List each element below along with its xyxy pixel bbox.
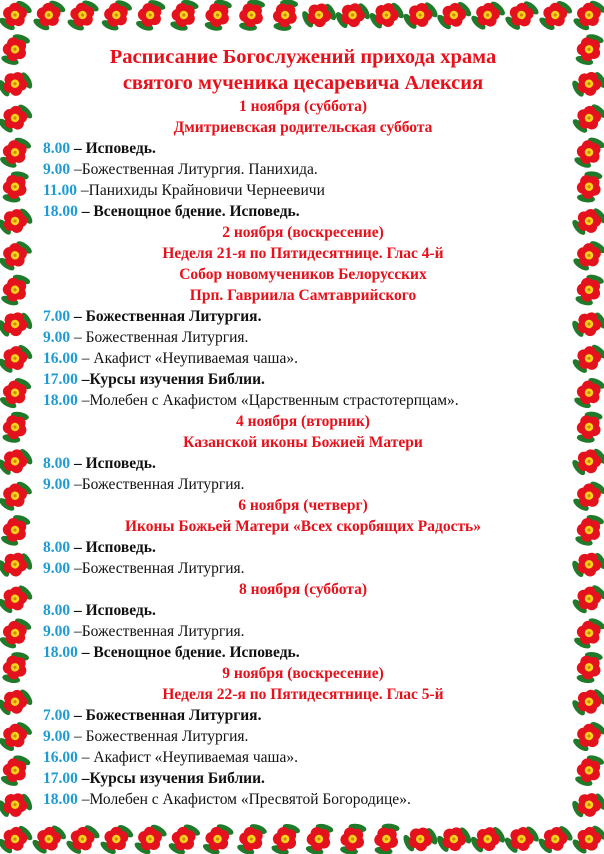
service-item <box>43 558 563 579</box>
service-item <box>43 453 563 474</box>
service-time: 9.00 <box>43 476 71 493</box>
service-description: – Исповедь. <box>70 140 156 157</box>
red-flower-icon <box>569 580 604 619</box>
red-flower-icon <box>0 164 39 210</box>
day-section <box>43 663 563 810</box>
red-flower-icon <box>96 0 138 35</box>
service-item <box>43 369 563 390</box>
red-flower-icon <box>465 817 511 854</box>
red-flower-icon <box>433 0 476 36</box>
service-time: 8.00 <box>43 539 71 556</box>
red-flower-icon <box>571 239 604 274</box>
day-date-heading: 1 ноября (суббота) <box>239 98 367 115</box>
service-item <box>43 306 563 327</box>
red-flower-icon <box>0 28 38 71</box>
service-description: – Акафист «Неупиваемая чаша». <box>77 749 298 766</box>
red-flower-icon <box>396 816 444 854</box>
service-time: 9.00 <box>43 623 71 640</box>
red-flower-icon <box>0 680 38 724</box>
red-flower-icon <box>228 0 275 38</box>
red-flower-icon <box>63 0 103 35</box>
red-flower-icon <box>566 645 604 691</box>
red-flower-icon <box>262 0 310 39</box>
red-flower-icon <box>569 374 604 413</box>
red-flower-icon <box>567 509 604 552</box>
service-time: 17.00 <box>43 371 78 388</box>
red-flower-icon <box>0 645 39 690</box>
red-flower-icon <box>567 28 604 72</box>
red-flower-icon <box>567 440 604 483</box>
service-description: – Всенощное бдение. Исповедь. <box>77 203 300 220</box>
red-flower-icon <box>571 479 604 513</box>
day-date-heading: 9 ноября (воскресение) <box>222 665 384 682</box>
service-description: –Божественная Литургия. Панихида. <box>70 161 318 178</box>
red-flower-icon <box>566 404 604 450</box>
red-flower-icon <box>398 0 442 37</box>
service-time: 18.00 <box>43 392 78 409</box>
red-flower-icon <box>30 0 68 34</box>
red-flower-icon <box>230 819 273 854</box>
red-flower-icon <box>0 479 34 514</box>
service-description: –Курсы изучения Библии. <box>77 770 265 787</box>
red-flower-icon <box>129 0 173 36</box>
red-flower-icon <box>295 0 343 39</box>
day-date-heading: 2 ноября (воскресение) <box>222 224 384 241</box>
red-flower-icon <box>0 269 38 312</box>
red-flower-icon <box>0 579 36 619</box>
red-flower-icon <box>0 239 34 274</box>
service-description: – Всенощное бдение. Исповедь. <box>77 644 300 661</box>
feast-heading: Казанской иконы Божией Матери <box>183 434 423 451</box>
red-flower-icon <box>197 820 239 854</box>
service-description: – Исповедь. <box>70 539 156 556</box>
service-time: 18.00 <box>43 644 78 661</box>
service-description: – Исповедь. <box>70 602 156 619</box>
red-flower-icon <box>499 818 544 854</box>
red-flower-icon <box>0 61 39 107</box>
red-flower-icon <box>569 614 604 653</box>
red-flower-icon <box>29 820 70 854</box>
day-section <box>43 579 563 663</box>
red-flower-icon <box>569 820 604 854</box>
red-flower-icon <box>569 133 604 173</box>
red-flower-icon <box>162 0 207 37</box>
red-flower-icon <box>0 440 38 484</box>
red-flower-icon <box>431 817 478 854</box>
service-time: 8.00 <box>43 140 71 157</box>
red-flower-icon <box>364 0 410 38</box>
red-flower-icon <box>567 268 604 311</box>
service-description: –Курсы изучения Библии. <box>77 371 265 388</box>
service-item <box>43 768 563 789</box>
red-flower-icon <box>537 0 574 33</box>
service-item <box>43 180 563 201</box>
day-section <box>43 96 563 222</box>
day-section <box>43 495 563 579</box>
red-flower-icon <box>363 816 411 854</box>
service-time: 11.00 <box>43 182 78 199</box>
service-time: 7.00 <box>43 308 71 325</box>
service-description: – Божественная Литургия. <box>70 707 262 724</box>
red-flower-icon <box>571 0 604 33</box>
service-item <box>43 621 563 642</box>
red-flower-icon <box>0 750 37 792</box>
service-time: 9.00 <box>43 728 71 745</box>
red-flower-icon <box>132 822 170 854</box>
red-flower-icon <box>0 200 38 243</box>
title-line-2: святого мученика цесаревича Алексия <box>122 72 484 94</box>
service-description: – Исповедь. <box>70 455 156 472</box>
service-item <box>43 159 563 180</box>
red-flower-icon <box>567 681 604 724</box>
red-flower-icon <box>0 374 36 412</box>
red-flower-icon <box>0 782 39 829</box>
document-title <box>43 44 563 96</box>
red-flower-icon <box>567 200 604 243</box>
service-time: 9.00 <box>43 560 71 577</box>
service-item <box>43 642 563 663</box>
red-flower-icon <box>0 819 37 854</box>
service-time: 8.00 <box>43 602 71 619</box>
service-item <box>43 726 563 747</box>
red-flower-icon <box>565 782 604 829</box>
service-item <box>43 201 563 222</box>
service-description: – Божественная Литургия. <box>70 728 249 745</box>
service-item <box>43 705 563 726</box>
service-description: –Молебен с Акафистом «Царственным страстотерпцам». <box>77 392 459 409</box>
red-flower-icon <box>0 509 38 551</box>
service-item <box>43 600 563 621</box>
red-flower-icon <box>0 615 35 652</box>
service-item <box>43 474 563 495</box>
feast-heading: Собор новомучеников Белорусских <box>179 266 427 283</box>
service-time: 16.00 <box>43 749 78 766</box>
service-description: –Божественная Литургия. <box>70 560 245 577</box>
red-flower-icon <box>565 542 604 588</box>
schedule-document <box>43 44 563 810</box>
service-description: –Панихиды Крайновичи Чернеевичи <box>77 182 325 199</box>
service-description: – Акафист «Неупиваемая чаша». <box>77 350 298 367</box>
service-item <box>43 138 563 159</box>
service-description: –Божественная Литургия. <box>70 623 245 640</box>
service-item <box>43 747 563 768</box>
red-flower-icon <box>0 541 39 588</box>
schedule-sections <box>43 96 563 810</box>
service-time: 17.00 <box>43 770 78 787</box>
red-flower-icon <box>263 818 308 854</box>
red-flower-icon <box>566 302 604 348</box>
service-time: 18.00 <box>43 791 78 808</box>
red-flower-icon <box>566 61 604 107</box>
red-flower-icon <box>0 133 36 172</box>
service-item <box>43 327 563 348</box>
service-item <box>43 537 563 558</box>
red-flower-icon <box>569 100 604 138</box>
service-time: 8.00 <box>43 455 71 472</box>
red-flower-icon <box>571 719 604 754</box>
service-description: – Божественная Литургия. <box>70 329 249 346</box>
service-description: –Божественная Литургия. <box>70 476 245 493</box>
red-flower-icon <box>330 816 377 854</box>
red-flower-icon <box>164 821 204 854</box>
service-time: 7.00 <box>43 707 71 724</box>
service-item <box>43 789 563 810</box>
service-item <box>43 390 563 411</box>
red-flower-icon <box>0 339 36 379</box>
red-flower-icon <box>297 817 343 854</box>
red-flower-icon <box>0 301 39 348</box>
service-description: – Божественная Литургия. <box>70 308 262 325</box>
feast-heading: Прп. Гавриила Самтаврийского <box>189 287 417 304</box>
red-flower-icon <box>98 822 135 854</box>
service-time: 9.00 <box>43 329 71 346</box>
title-line-1: Расписание Богослужений прихода храма <box>109 46 497 68</box>
red-flower-icon <box>566 164 604 211</box>
service-description: –Молебен с Акафистом «Пресвятой Богородице». <box>77 791 411 808</box>
red-flower-icon <box>329 0 376 38</box>
red-flower-icon <box>534 819 577 854</box>
day-section <box>43 411 563 495</box>
feast-heading: Дмитриевская родительская суббота <box>173 119 433 136</box>
red-flower-icon <box>63 821 102 854</box>
red-flower-icon <box>502 0 541 34</box>
feast-heading: Неделя 21-я по Пятидесятнице. Глас 4-й <box>162 245 444 262</box>
feast-heading: Неделя 22-я по Пятидесятнице. Глас 5-й <box>162 686 444 703</box>
service-time: 16.00 <box>43 350 78 367</box>
day-date-heading: 4 ноября (вторник) <box>236 413 370 430</box>
red-flower-icon <box>0 0 34 32</box>
day-section <box>43 222 563 411</box>
red-flower-icon <box>0 99 36 138</box>
red-flower-icon <box>0 404 39 450</box>
feast-heading: Иконы Божьей Матери «Всех скорбящих Радость» <box>124 518 482 535</box>
red-flower-icon <box>195 0 241 38</box>
day-date-heading: 8 ноября (суббота) <box>239 581 367 598</box>
red-flower-icon <box>468 0 509 35</box>
day-date-heading: 6 ноября (четверг) <box>238 497 368 514</box>
service-time: 18.00 <box>43 203 78 220</box>
service-item <box>43 348 563 369</box>
red-flower-icon <box>0 719 35 755</box>
red-flower-icon <box>567 749 604 792</box>
red-flower-icon <box>569 340 604 379</box>
service-time: 9.00 <box>43 161 71 178</box>
